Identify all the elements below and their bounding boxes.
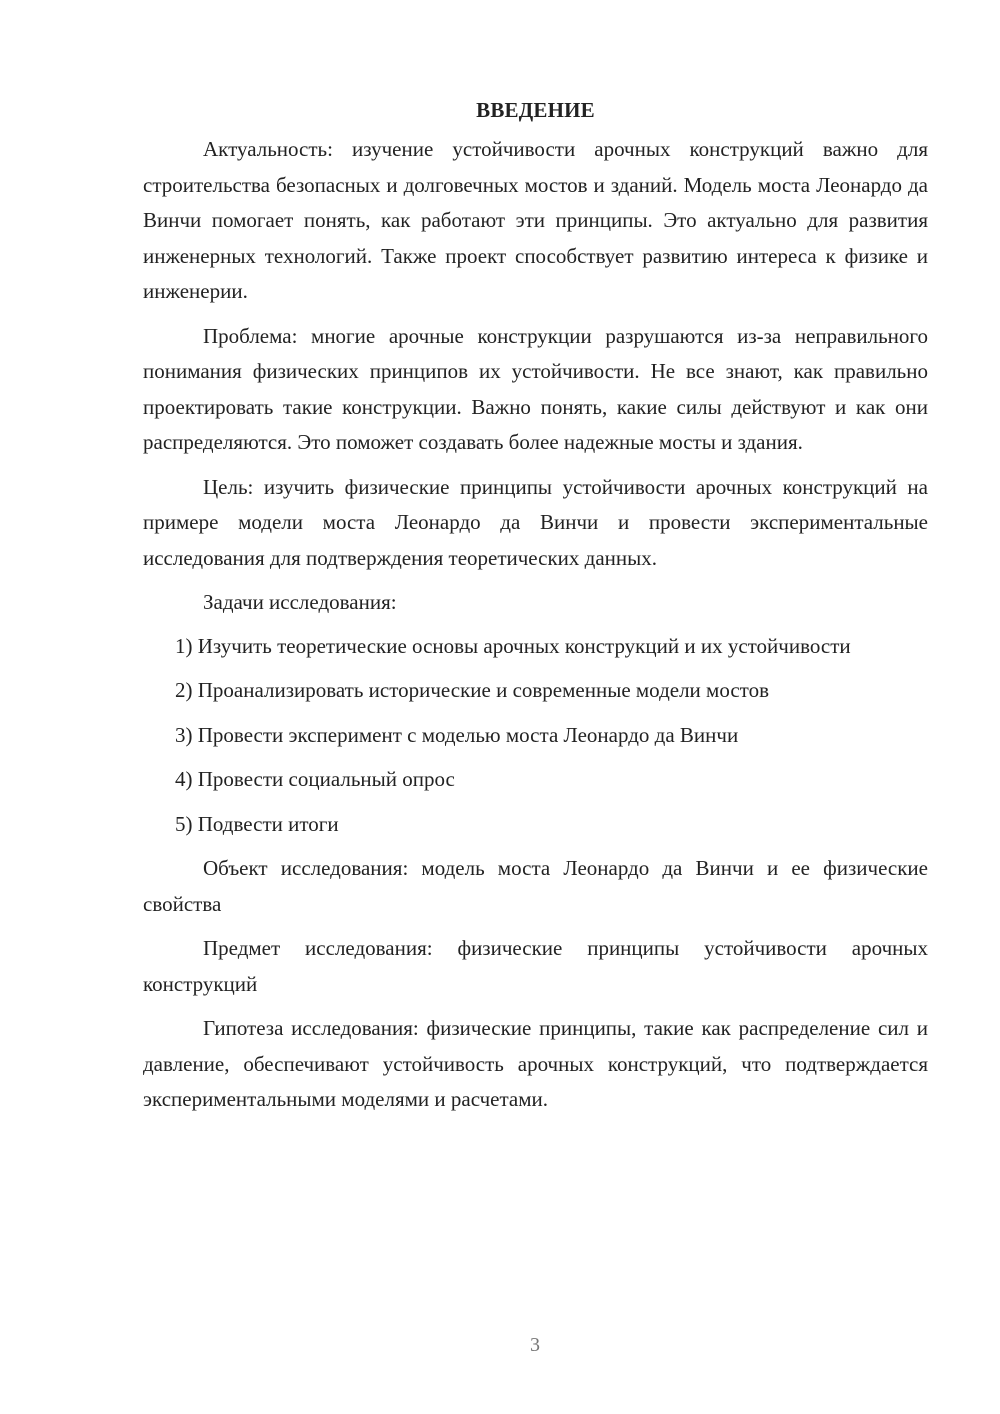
document-page: [143, 96, 928, 1127]
paragraph-goal: Цель: изучить физические принципы устойчивости арочных конструкций на примере модели моста Леонардо да Винчи и провести экспериментальные исследования для подтверждения теоретических данных.: [143, 474, 928, 570]
list-item: 3) Провести эксперимент с моделью моста Леонардо да Винчи: [175, 722, 739, 747]
tasks-heading: Задачи исследования:: [203, 590, 397, 614]
paragraph-problem: Проблема: многие арочные конструкции разрушаются из-за неправильного понимания физических принципов их устойчивости. Не все знают, как правильно проектировать такие конструкции. Важно понять, какие силы действуют и как они распределяются. Это поможет создавать более надежные мосты и здания.: [143, 323, 928, 454]
list-item: 5) Подвести итоги: [175, 811, 339, 836]
paragraph-object: Объект исследования: модель моста Леонардо да Винчи и ее физические свойства: [143, 856, 928, 916]
paragraph-actuality: Актуальность: изучение устойчивости арочных конструкций важно для строительства безопасных и долговечных мостов и зданий. Модель моста Леонардо да Винчи помогает понять, как работают эти принципы. Это актуально для развития инженерных технологий. Также проект способствует развитию интереса к физике и инженерии.: [143, 137, 928, 303]
page-number: 3: [530, 1334, 540, 1356]
list-item: 2) Проанализировать исторические и современные модели мостов: [175, 678, 769, 702]
list-item: 4) Провести социальный опрос: [175, 767, 455, 791]
page-title: ВВЕДЕНИЕ: [476, 98, 595, 122]
paragraph-hypothesis: Гипотеза исследования: физические принципы, такие как распределение сил и давление, обеспечивают устойчивость арочных конструкций, что подтверждается экспериментальными моделями и расчетами.: [143, 1016, 928, 1111]
paragraph-subject: Предмет исследования: физические принципы устойчивости арочных конструкций: [143, 936, 928, 996]
list-item: 1) Изучить теоретические основы арочных конструкций и их устойчивости: [175, 633, 851, 658]
tasks-list: [143, 629, 928, 843]
